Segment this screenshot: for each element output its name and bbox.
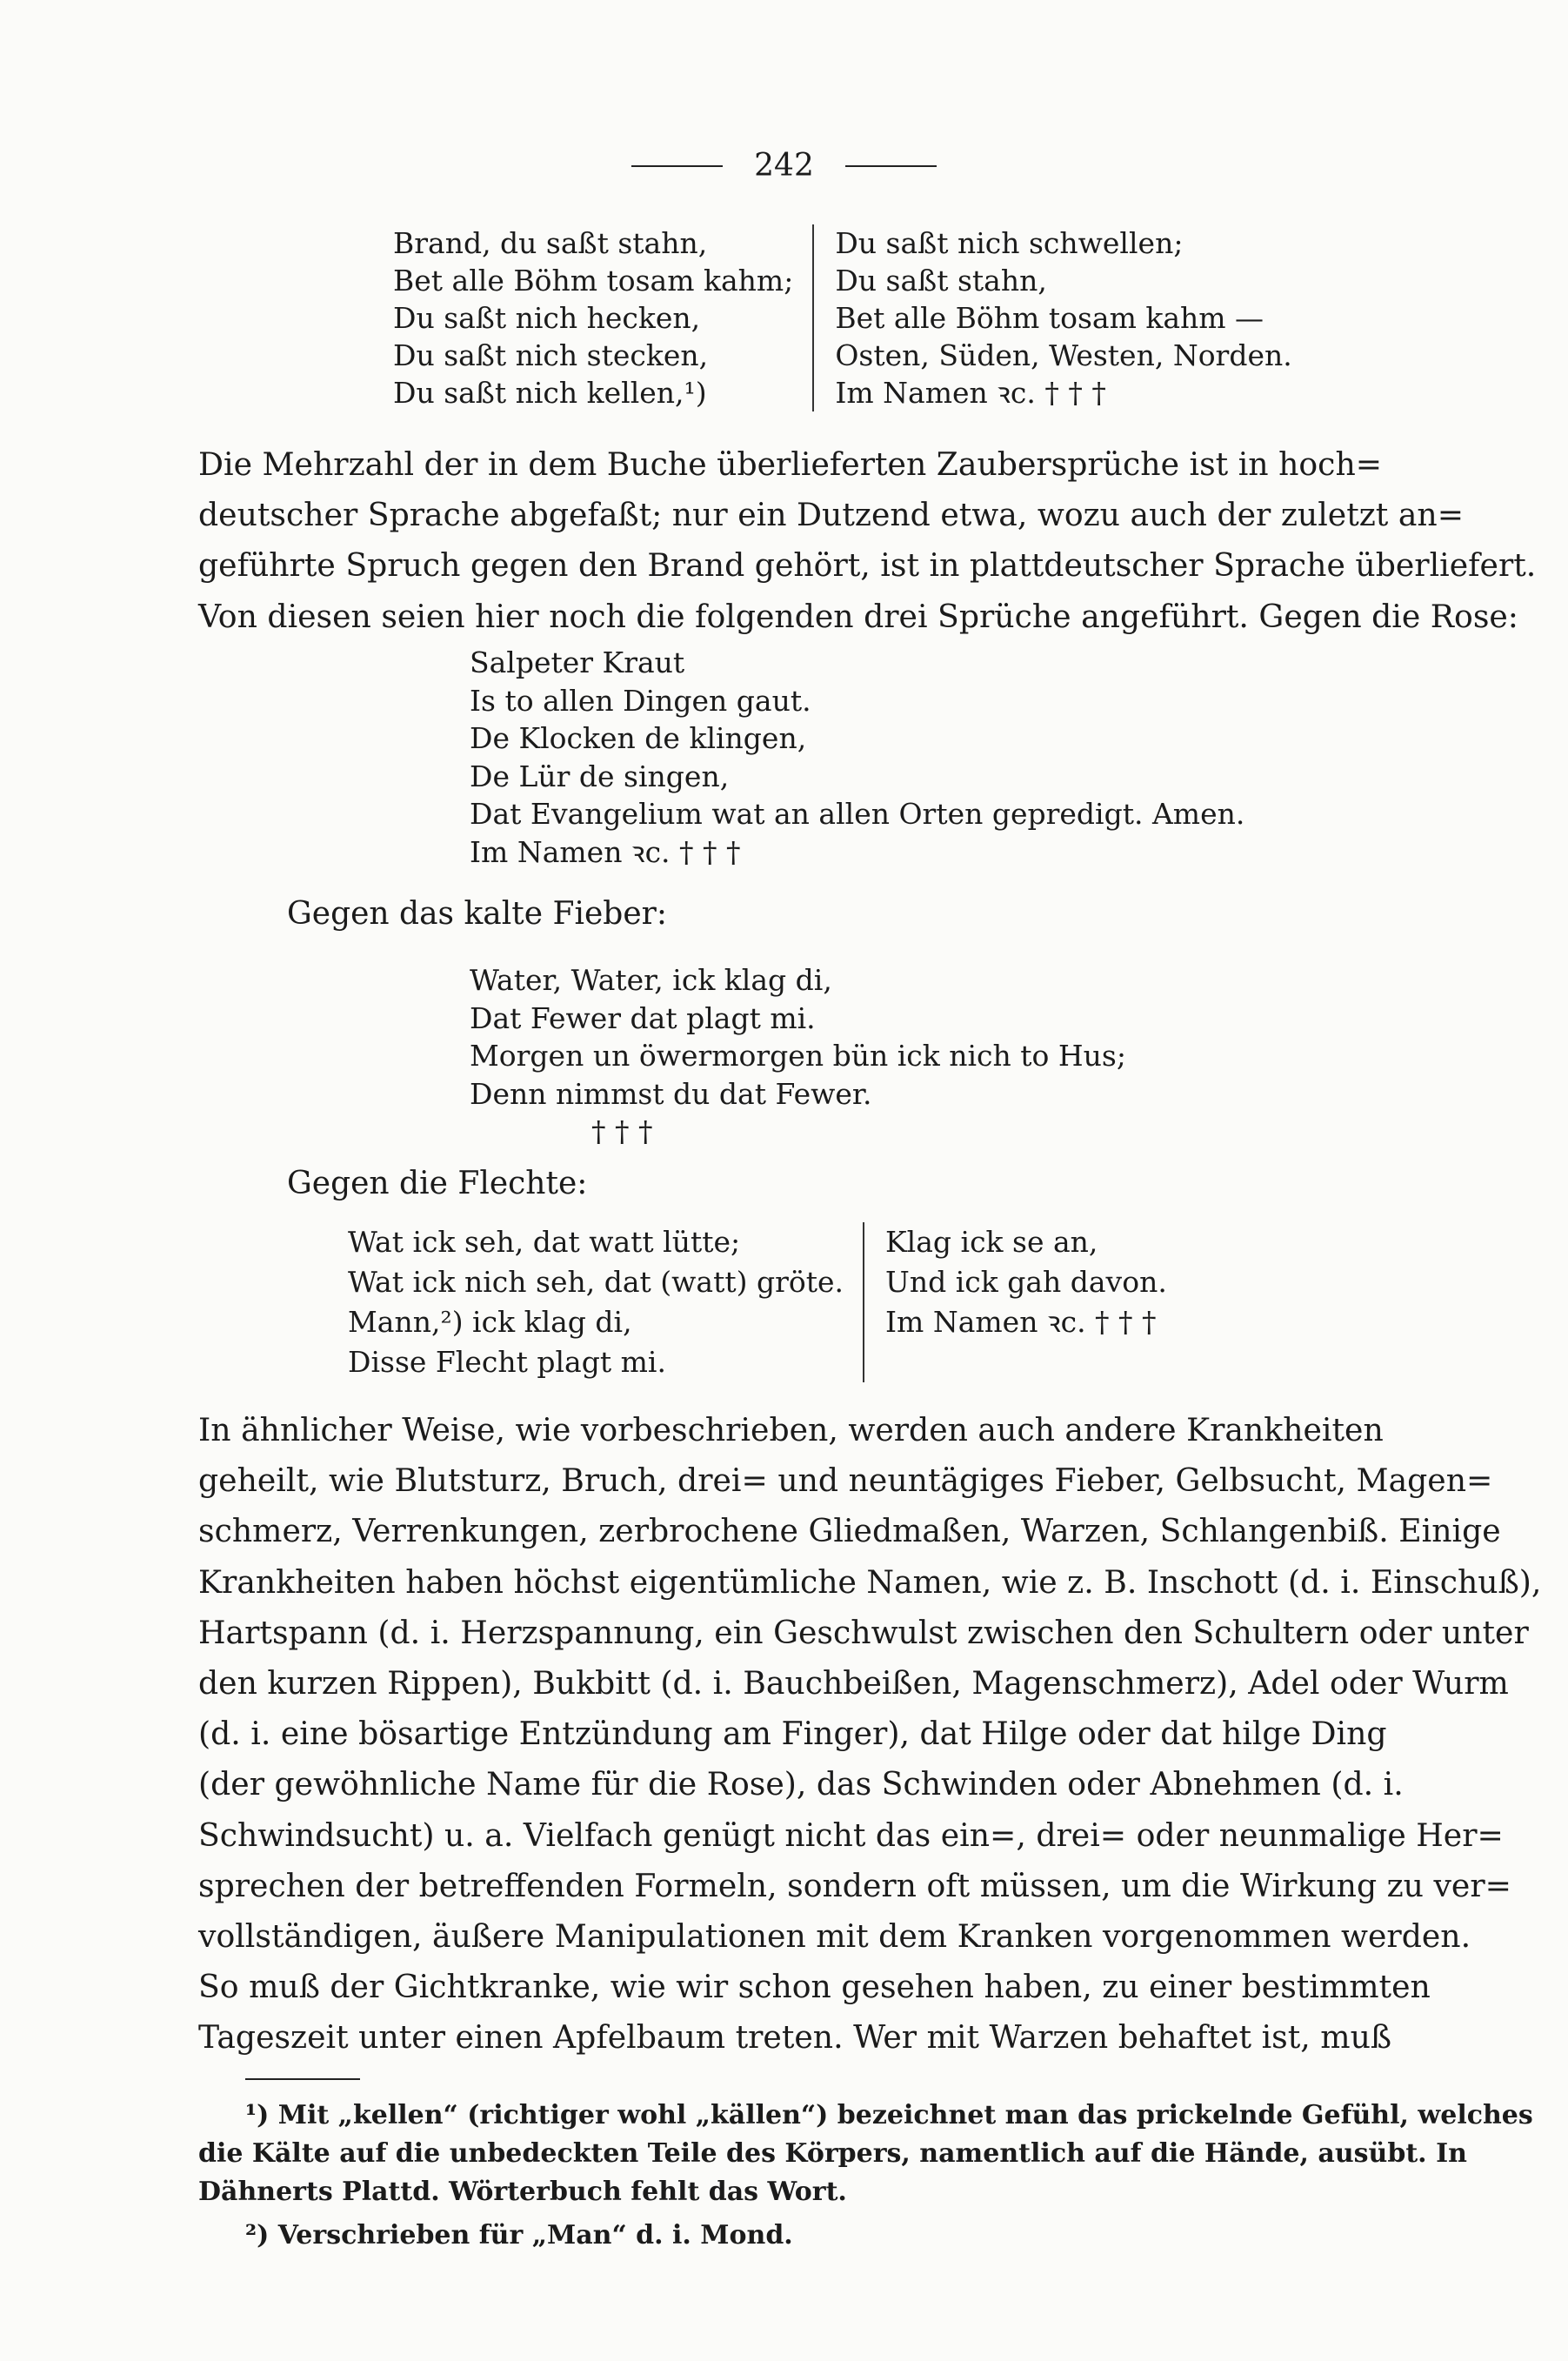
verse-line: Morgen un öwermorgen bün ick nich to Hus; — [470, 1039, 1126, 1073]
footnote-line: ¹) Mit „kellen“ (richtiger wohl „källen“) bezeichnet man das prickelnde Gefühl, welches — [245, 2100, 1533, 2130]
paragraph-zaubersprueche — [198, 439, 1537, 642]
header-rule-left — [631, 165, 723, 167]
text-line: Krankheiten haben höchst eigentümliche Namen, wie z. B. Inschott (d. i. Einschuß), — [198, 1562, 1542, 1601]
verse-line: Bet alle Böhm tosam kahm; — [393, 264, 794, 298]
footnote-line: die Kälte auf die unbedeckten Teile des Körpers, namentlich auf die Hände, ausübt. In — [198, 2138, 1467, 2169]
text-line: (d. i. eine bösartige Entzündung am Finger), dat Hilge oder dat hilge Ding — [198, 1715, 1387, 1753]
text-line: (der gewöhnliche Name für die Rose), das Schwinden oder Abnehmen (d. i. — [198, 1765, 1404, 1803]
verse-line: Du saßt nich stecken, — [393, 338, 709, 372]
label-flechte: Gegen die Flechte: — [287, 1166, 588, 1201]
verse-line: Im Namen ꝛc. † † † — [885, 1305, 1157, 1339]
verse-line: Mann,²) ick klag di, — [348, 1305, 632, 1339]
text-line: So muß der Gichtkranke, wie wir schon gesehen haben, zu einer bestimmten — [198, 1968, 1431, 2006]
header-rule-right — [845, 165, 937, 167]
text-line: sprechen der betreffenden Formeln, sondern oft müssen, um die Wirkung zu ver= — [198, 1866, 1511, 1904]
page-header — [0, 148, 1568, 184]
verse-line: Is to allen Dingen gaut. — [470, 683, 811, 718]
verse-line: De Lür de singen, — [470, 759, 730, 793]
text-line: geheilt, wie Blutsturz, Bruch, drei= und neuntägiges Fieber, Gelbsucht, Magen= — [198, 1461, 1493, 1500]
verse-line: Im Namen ꝛc. † † † — [470, 834, 741, 869]
verse-line: Water, Water, ick klag di, — [470, 963, 832, 997]
verse-line: Osten, Süden, Westen, Norden. — [835, 338, 1292, 372]
verse-line: Und ick gah davon. — [885, 1265, 1167, 1299]
verse-line: Wat ick seh, dat watt lütte; — [348, 1225, 741, 1259]
verse-flechte-right — [863, 1222, 1167, 1382]
verse-line: Salpeter Kraut — [470, 645, 685, 679]
verse-fieber — [470, 961, 1126, 1151]
text-line: Von diesen seien hier noch die folgenden drei Sprüche angeführt. Gegen die Rose: — [198, 597, 1519, 635]
text-line: den kurzen Rippen), Bukbitt (d. i. Bauchbeißen, Magenschmerz), Adel oder Wurm — [198, 1664, 1509, 1702]
footnote-2: ²) Verschrieben für „Man“ d. i. Mond. — [245, 2220, 793, 2251]
paragraph-krankheiten — [198, 1405, 1542, 2063]
text-line: Schwindsucht) u. a. Vielfach genügt nicht das ein=, drei= oder neunmalige Her= — [198, 1816, 1504, 1854]
verse-line: Brand, du saßt stahn, — [393, 226, 708, 260]
footnote-line: Dähnerts Plattd. Wörterbuch fehlt das Wort. — [198, 2177, 847, 2207]
verse-line: De Klocken de klingen, — [470, 721, 807, 755]
verse-line: Du saßt nich kellen,¹) — [393, 376, 707, 410]
verse-brand-left — [393, 224, 812, 411]
verse-rose — [470, 644, 1244, 871]
verse-line: Du saßt nich schwellen; — [835, 226, 1184, 260]
text-line: geführte Spruch gegen den Brand gehört, ist in plattdeutscher Sprache überliefert. — [198, 546, 1537, 585]
footnotes — [198, 2097, 1533, 2255]
page-number: 242 — [754, 148, 814, 184]
text-line: Die Mehrzahl der in dem Buche überlieferten Zaubersprüche ist in hoch= — [198, 445, 1383, 483]
verse-crosses: † † † — [591, 1114, 653, 1148]
verse-line: Im Namen ꝛc. † † † — [835, 376, 1106, 410]
verse-line: Denn nimmst du dat Fewer. — [470, 1076, 872, 1111]
verse-line: Du saßt stahn, — [835, 264, 1047, 298]
text-line: vollständigen, äußere Manipulationen mit dem Kranken vorgenommen werden. — [198, 1917, 1471, 1956]
text-line: deutscher Sprache abgefaßt; nur ein Dutzend etwa, wozu auch der zuletzt an= — [198, 496, 1465, 534]
verse-line: Dat Evangelium wat an allen Orten gepredigt. Amen. — [470, 797, 1245, 831]
text-line: Tageszeit unter einen Apfelbaum treten. Wer mit Warzen behaftet ist, muß — [198, 2018, 1392, 2057]
verse-flechte-left — [348, 1222, 863, 1382]
verse-line: Dat Fewer dat plagt mi. — [470, 1000, 816, 1035]
verse-flechte — [348, 1222, 1167, 1382]
verse-line: Wat ick nich seh, dat (watt) gröte. — [348, 1265, 844, 1299]
verse-line: Klag ick se an, — [885, 1225, 1098, 1259]
footnote-rule — [245, 2078, 360, 2080]
verse-line: Du saßt nich hecken, — [393, 301, 701, 335]
text-line: In ähnlicher Weise, wie vorbeschrieben, werden auch andere Krankheiten — [198, 1411, 1384, 1448]
verse-brand-right — [812, 224, 1291, 411]
verse-brand — [393, 224, 1292, 411]
verse-line: Disse Flecht plagt mi. — [348, 1345, 666, 1379]
verse-line: Bet alle Böhm tosam kahm — — [835, 301, 1264, 335]
text-line: Hartspann (d. i. Herzspannung, ein Geschwulst zwischen den Schultern oder unter — [198, 1613, 1529, 1651]
label-kaltes-fieber: Gegen das kalte Fieber: — [287, 896, 667, 932]
text-line: schmerz, Verrenkungen, zerbrochene Gliedmaßen, Warzen, Schlangenbiß. Einige — [198, 1512, 1501, 1550]
